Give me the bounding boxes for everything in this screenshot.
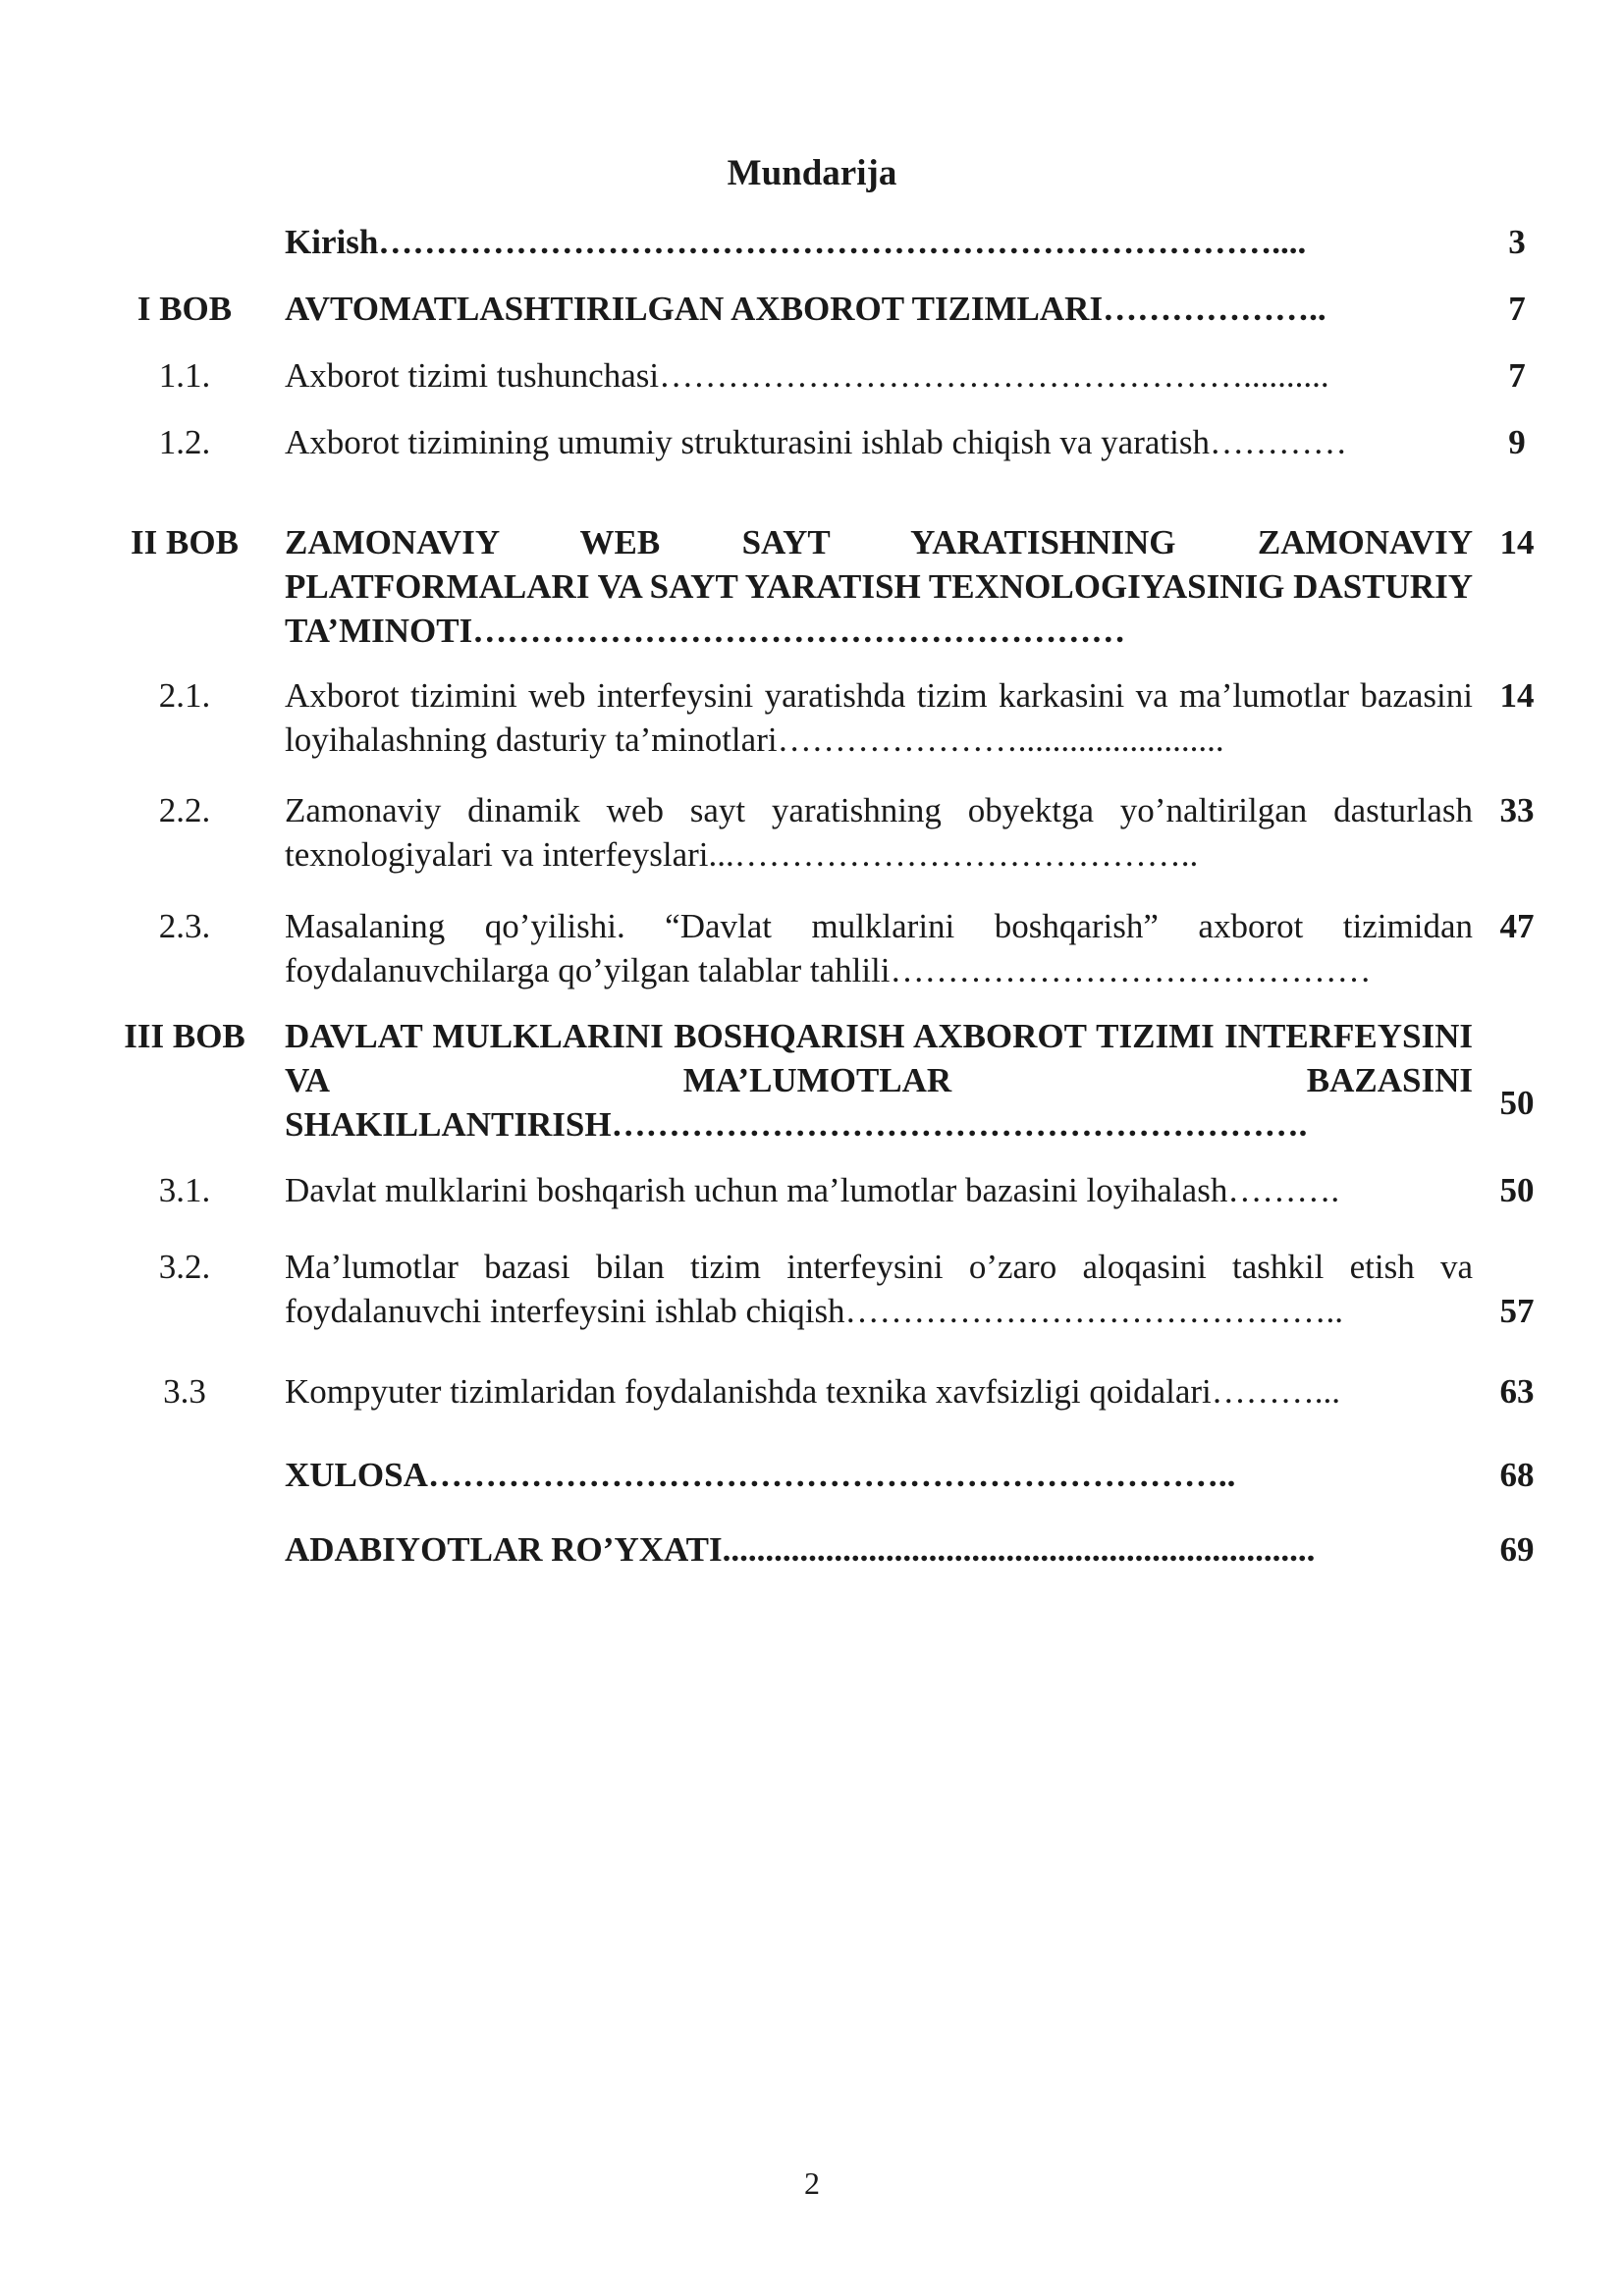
toc-entry-text: XULOSA……………………………………………………………..: [285, 1456, 1236, 1494]
toc-entry-page: 7: [1508, 290, 1526, 328]
toc-entry-page: 14: [1499, 676, 1535, 715]
toc-entry-page: 3: [1508, 223, 1526, 261]
toc-entry-number: 2.2.: [158, 791, 211, 829]
toc-entry-number: 3.3: [163, 1372, 206, 1411]
toc-entry-number: 1.1.: [158, 356, 211, 395]
toc-entry-text: Ma’lumotlar bazasi bilan tizim interfeysini o’zaro aloqasini tashkil etish va foydalanuvchi interfeysini ishlab chiqish……………………………………..: [285, 1248, 1473, 1330]
toc-entry-text: Kompyuter tizimlaridan foydalanishda texnika xavfsizligi qoidalari………...: [285, 1372, 1341, 1411]
toc-entry-page: 7: [1508, 356, 1526, 395]
toc-entry-text: Davlat mulklarini boshqarish uchun ma’lumotlar bazasini loyihalash……….: [285, 1171, 1340, 1209]
toc-entry-number: 2.3.: [158, 907, 211, 945]
toc-entry-page: 50: [1499, 1171, 1535, 1209]
toc-entry-number: 2.1.: [158, 676, 211, 715]
toc-entry-text: Axborot tizimi tushunchasi……………………………………………..........: [285, 356, 1329, 395]
toc-entry-page: 50: [1499, 1084, 1535, 1122]
toc-entry-text: Masalaning qo’yilishi. “Davlat mulklarini boshqarish” axborot tizimidan foydalanuvchilarga qo’yilgan talablar tahlili……………………………………: [285, 907, 1473, 989]
toc-entry-text: ZAMONAVIY WEB SAYT YARATISHNING ZAMONAVIY PLATFORMALARI VA SAYT YARATISH TEXNOLOGIYASINIG DASTURIY TA’MINOTI…………………………………………………: [285, 523, 1473, 650]
toc-entry-text: Zamonaviy dinamik web sayt yaratishning obyektga yo’naltirilgan dasturlash texnologiyalari va interfeyslari...…………………………………..: [285, 791, 1473, 874]
toc-entry-text: Axborot tizimining umumiy strukturasini ishlab chiqish va yaratish…………: [285, 423, 1347, 461]
toc-entry-text: Axborot tizimini web interfeysini yaratishda tizim karkasini va ma’lumotlar bazasini loyihalashning dasturiy ta’minotlari…………………........................: [285, 676, 1473, 759]
toc-entry-number: 3.1.: [158, 1171, 211, 1209]
toc-entry-number: I BOB: [136, 290, 233, 328]
toc-entry-page: 69: [1499, 1530, 1535, 1569]
page-title: Mundarija: [727, 153, 897, 193]
toc-entry-text: DAVLAT MULKLARINI BOSHQARISH AXBOROT TIZIMI INTERFEYSINI VA MA’LUMOTLAR BAZASINI SHAKILLANTIRISH…………………………………………………….: [285, 1017, 1473, 1144]
toc-entry-page: 9: [1508, 423, 1526, 461]
toc-entry-page: 14: [1499, 523, 1535, 561]
toc-entry-number: 3.2.: [158, 1248, 211, 1286]
toc-entry-text: Kirish……………………………………………………………………....: [285, 223, 1307, 261]
toc-entry-page: 47: [1499, 907, 1535, 945]
toc-entry-text: ADABIYOTLAR RO’YXATI.....................................................................: [285, 1530, 1316, 1569]
toc-entry-page: 68: [1499, 1456, 1535, 1494]
toc-entry-number: II BOB: [131, 523, 239, 561]
page-number-footer: 2: [804, 2165, 820, 2201]
toc-entry-page: 57: [1499, 1292, 1535, 1330]
toc-entry-page: 63: [1499, 1372, 1535, 1411]
toc-entry-number: III BOB: [124, 1017, 245, 1055]
toc-entry-text: AVTOMATLASHTIRILGAN AXBOROT TIZIMLARI………………..: [285, 290, 1326, 328]
toc-entry-number: 1.2.: [158, 423, 211, 461]
toc-entry-page: 33: [1499, 791, 1535, 829]
